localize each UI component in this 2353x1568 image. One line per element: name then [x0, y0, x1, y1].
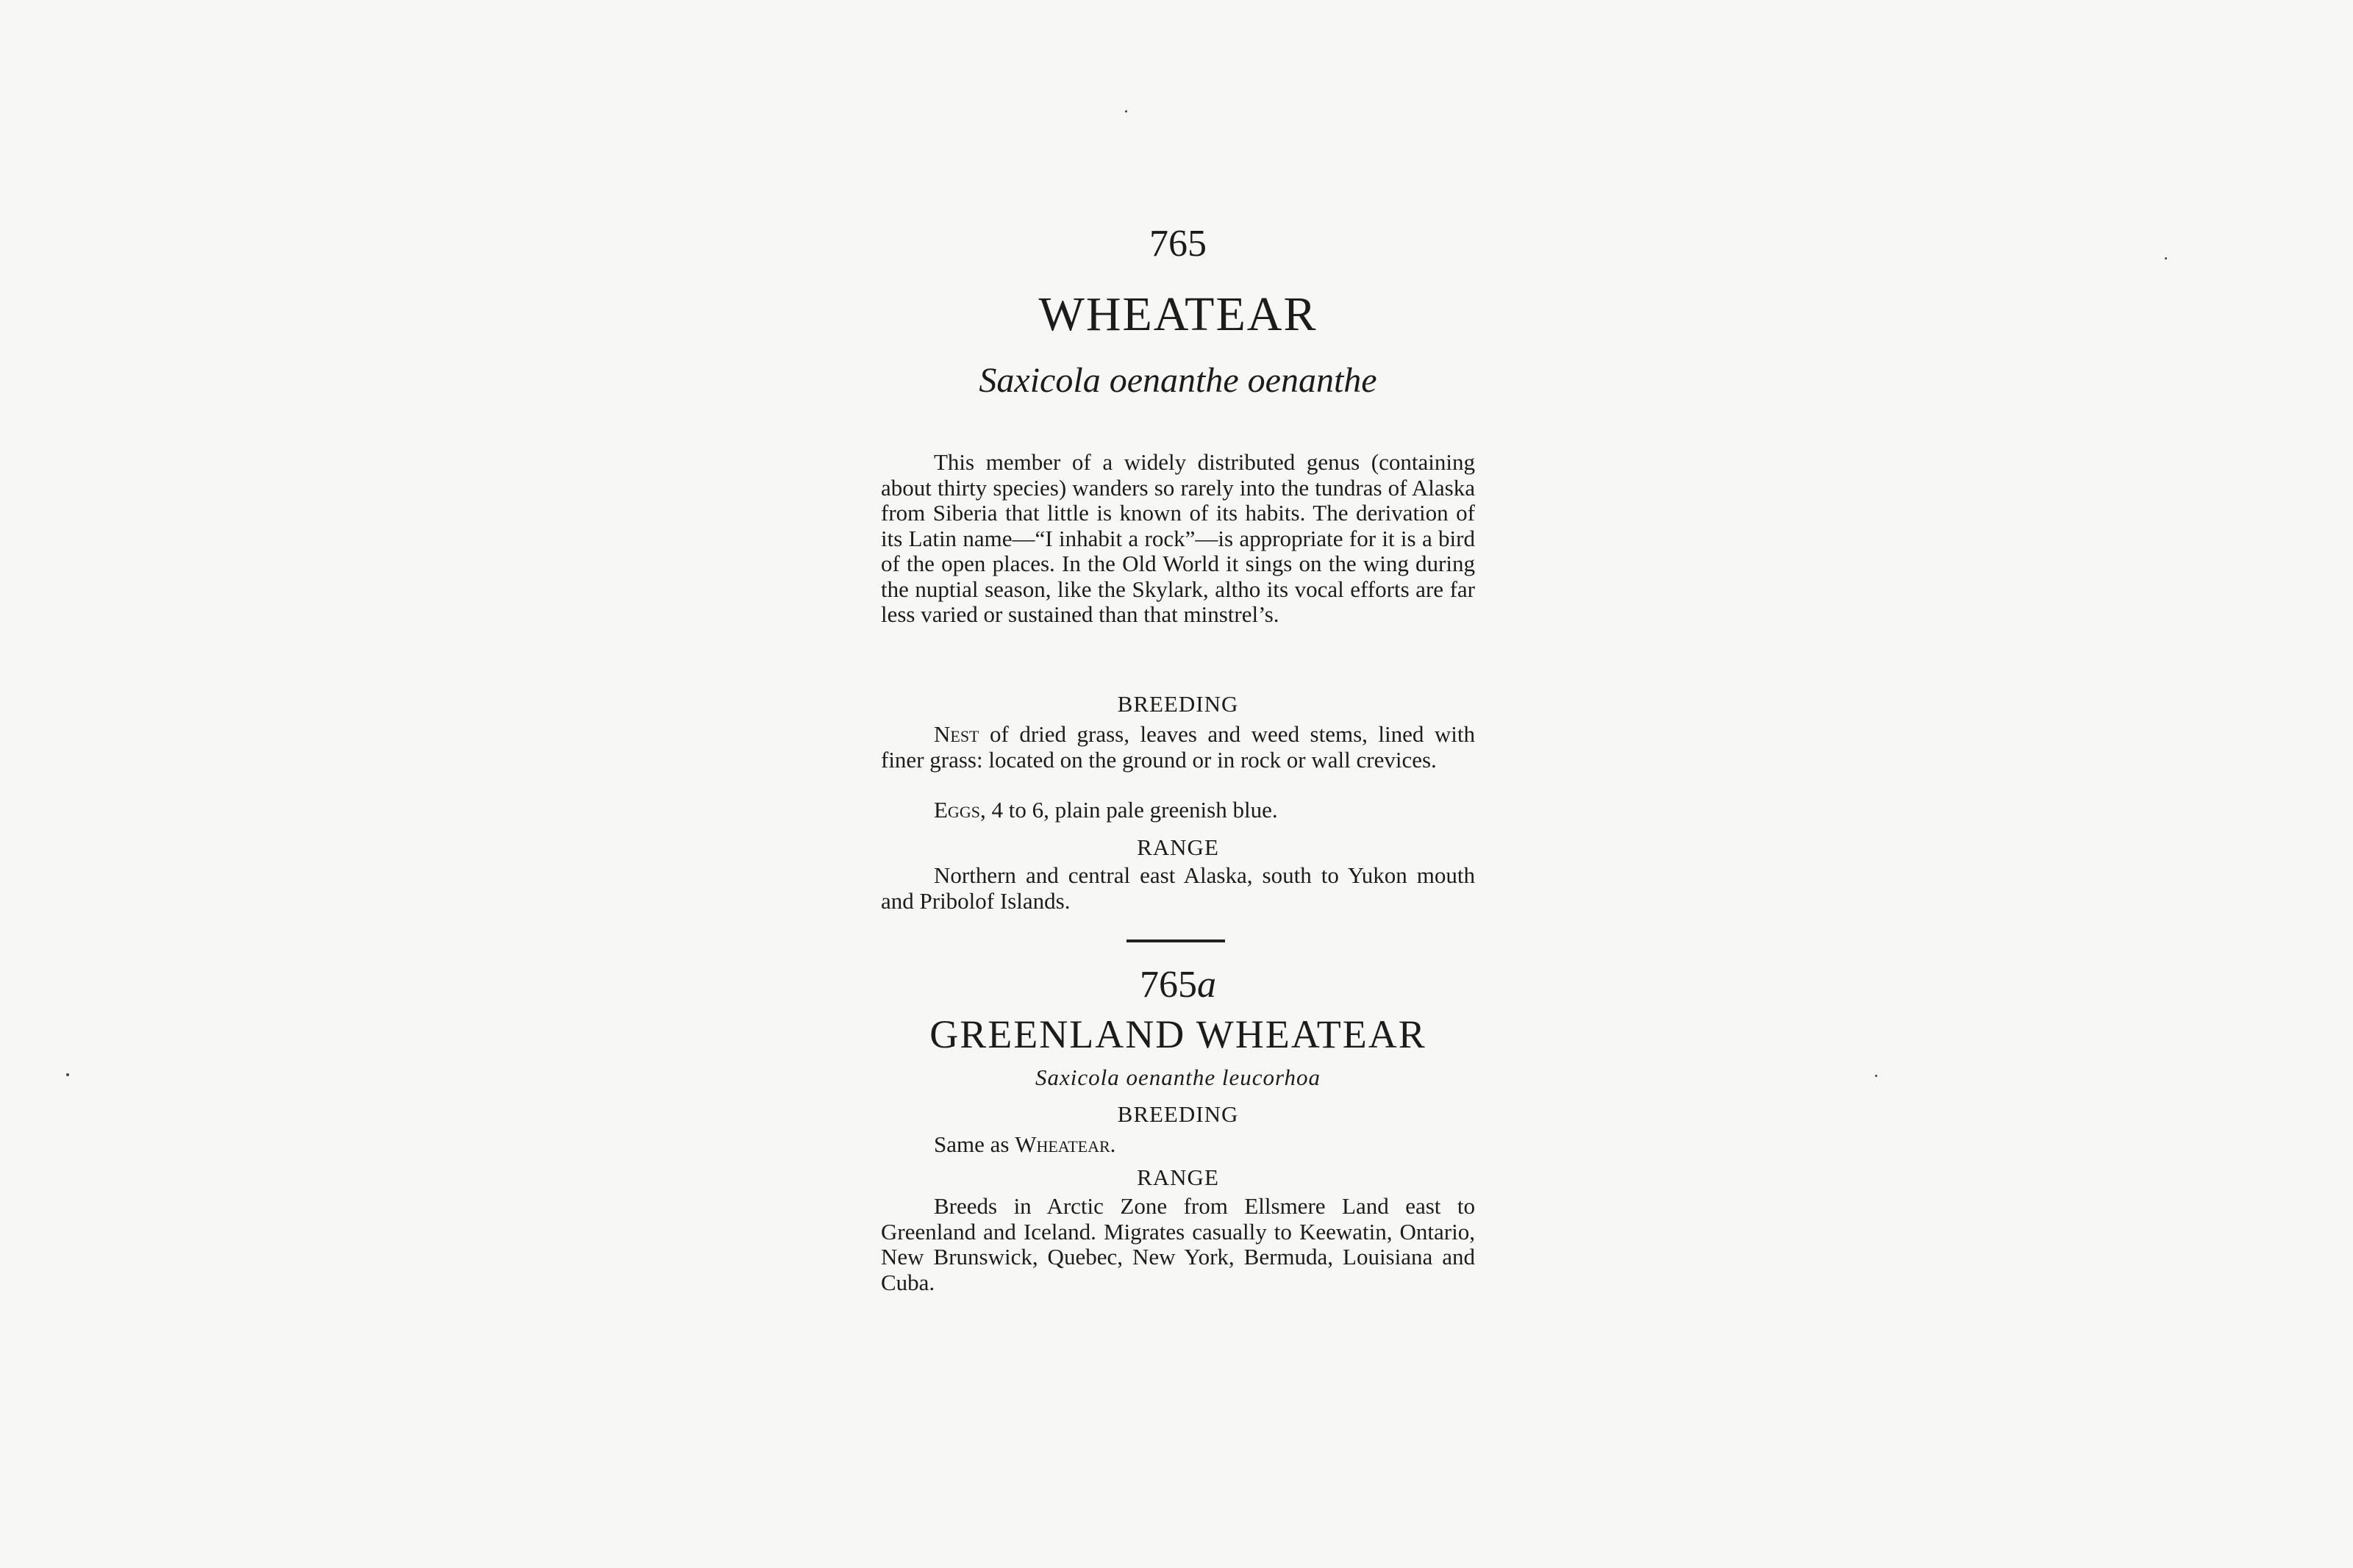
species-title: WHEATEAR	[1038, 287, 1318, 341]
subspecies-range-paragraph: Breeds in Arctic Zone from Ellsmere Land east to Greenland and Iceland. Migrates casually to Keewatin, Ontario, New Brunswick, Quebec, New York, Bermuda, Louisiana and Cuba.	[881, 1193, 1475, 1295]
subspecies-range-heading: RANGE	[1137, 1164, 1219, 1190]
scientific-name: Saxicola oenanthe oenanthe	[979, 361, 1377, 400]
subspecies-number-suffix: a	[1197, 964, 1216, 1006]
eggs-paragraph	[881, 798, 1475, 823]
subspecies-number	[881, 962, 1475, 1009]
subspecies-breeding-prefix: Same as	[934, 1131, 1010, 1157]
eggs-label: Eggs,	[934, 797, 986, 823]
subspecies-scientific-name: Saxicola oenanthe leucorhoa	[1035, 1064, 1321, 1090]
section-divider	[1126, 939, 1225, 942]
species-number: 765	[1149, 223, 1207, 265]
subspecies-breeding-ref: Wheatear.	[1015, 1131, 1116, 1157]
paper-speck	[1125, 110, 1127, 112]
nest-paragraph	[881, 722, 1475, 773]
paper-speck	[66, 1073, 69, 1076]
nest-text: of dried grass, leaves and weed stems, lined with finer grass: located on the ground or in rock or wall crevices.	[881, 721, 1476, 773]
breeding-heading: BREEDING	[1117, 691, 1239, 717]
paper-speck	[1875, 1075, 1877, 1077]
range-paragraph: Northern and central east Alaska, south to Yukon mouth and Pribolof Islands.	[881, 862, 1475, 914]
subspecies-number-base: 765	[1140, 964, 1197, 1006]
subspecies-title: GREENLAND WHEATEAR	[929, 1012, 1427, 1056]
eggs-text: 4 to 6, plain pale greenish blue.	[991, 797, 1278, 823]
species-description: This member of a widely distributed genus (containing about thirty species) wanders so rarely into the tundras of Alaska from Siberia that little is known of its habits. The derivation of its Latin name—“I inhabit a rock”—is appropriate for it is a bird of the open places. In the Old World it sings on the wing during the nuptial season, like the Skylark, altho its vocal efforts are far less varied or sustained than that minstrel’s.	[881, 449, 1475, 627]
paper-speck	[2165, 257, 2167, 259]
subspecies-breeding-paragraph	[881, 1132, 1475, 1158]
range-heading: RANGE	[1137, 834, 1219, 860]
subspecies-breeding-heading: BREEDING	[1117, 1101, 1239, 1127]
nest-label: Nest	[934, 721, 979, 747]
